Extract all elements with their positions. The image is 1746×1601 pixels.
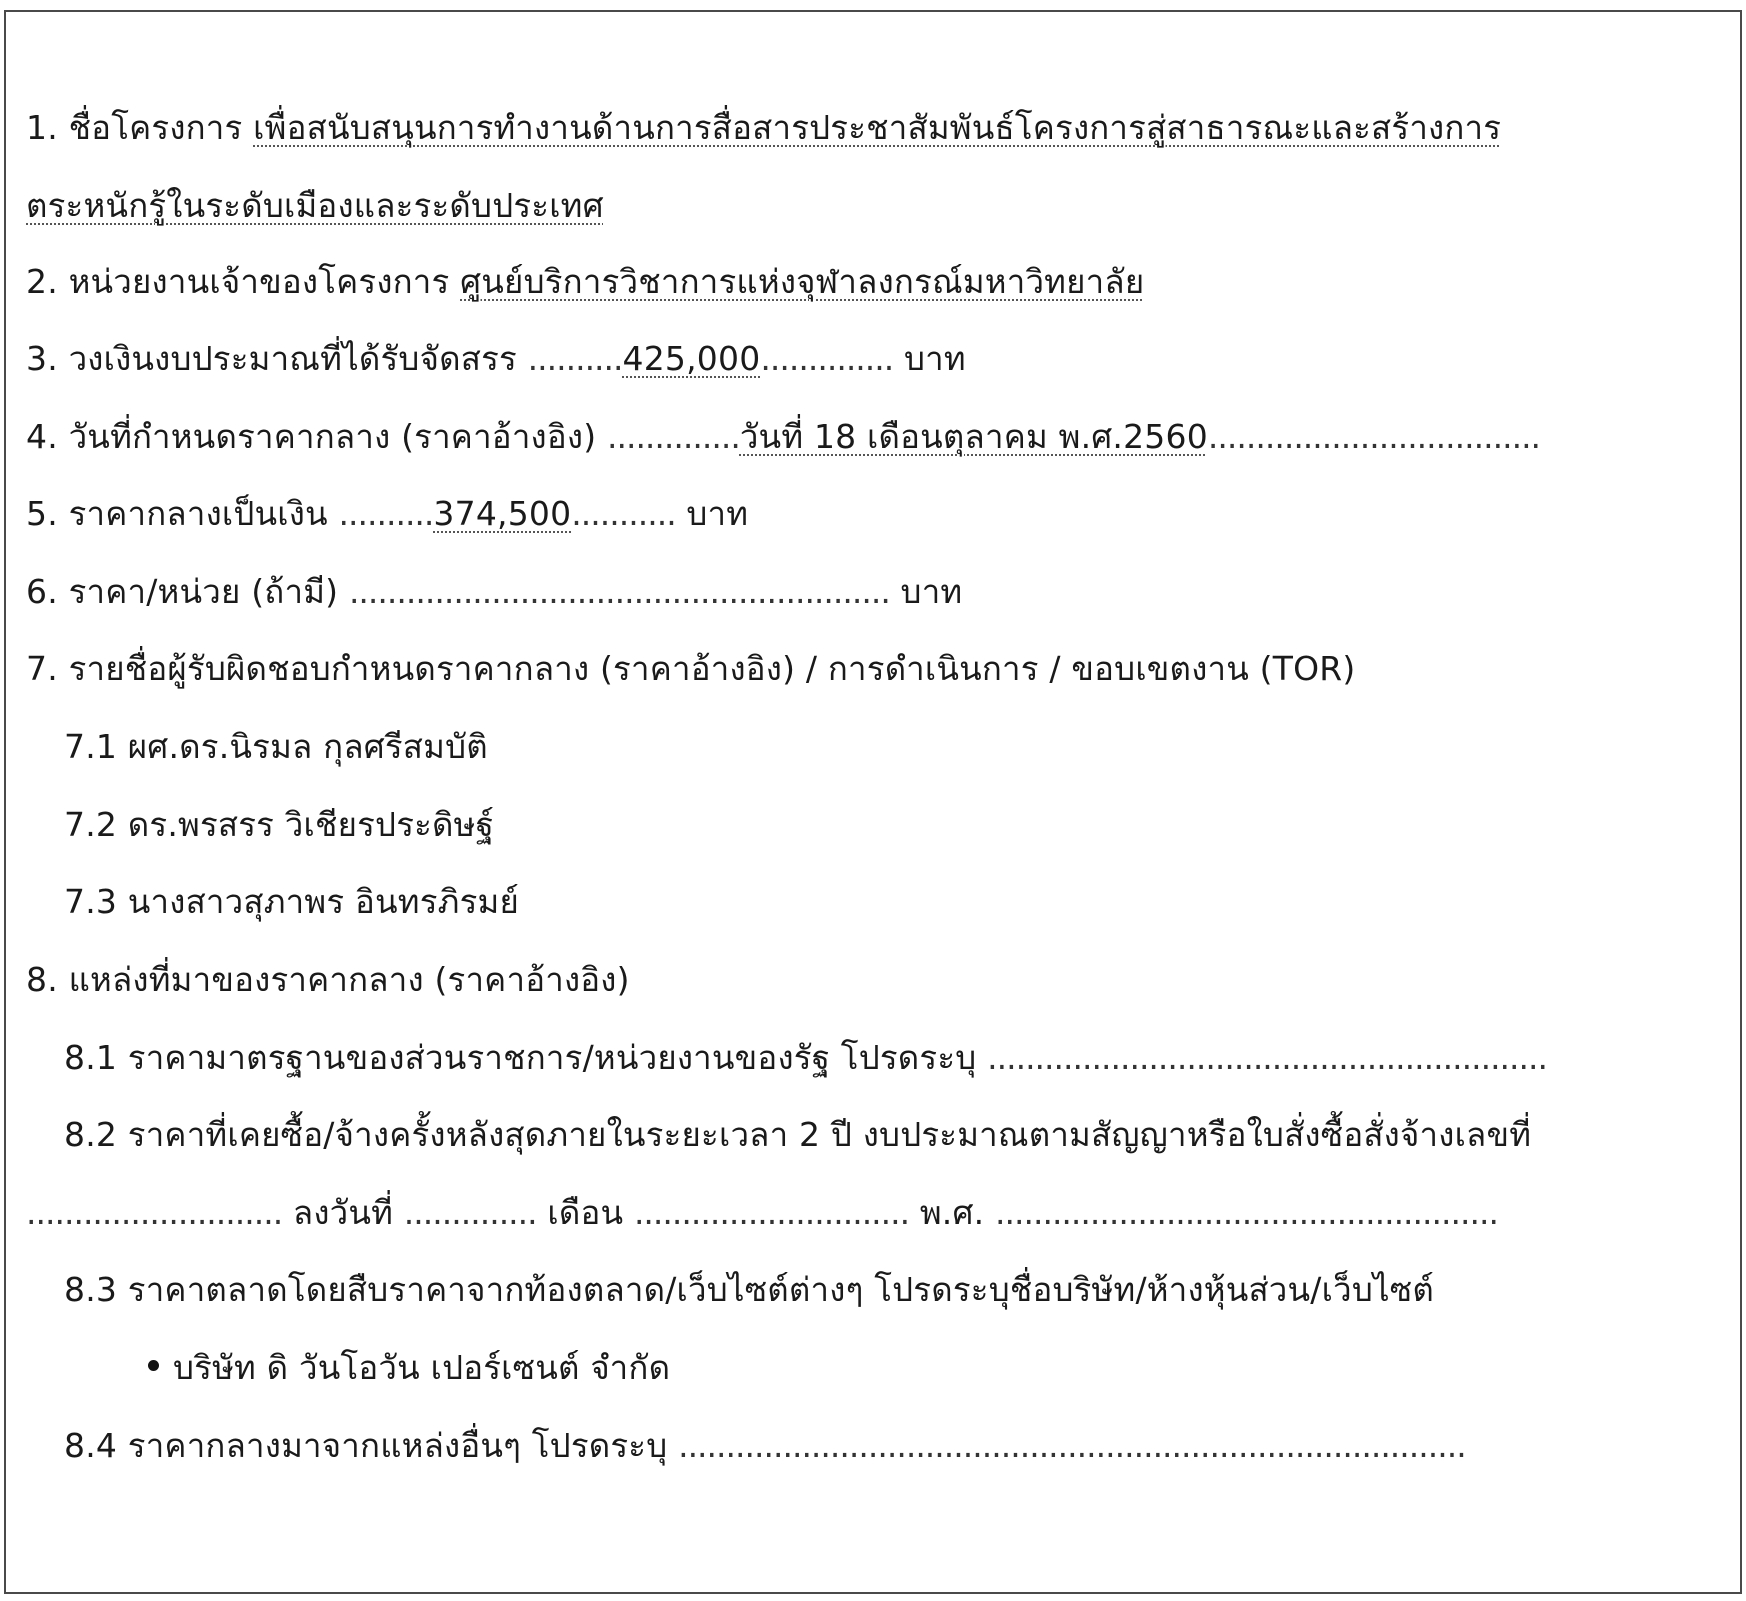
item-1-label: 1. ชื่อโครงการ — [26, 108, 254, 147]
item-1-value-cont: ตระหนักรู้ในระดับเมืองและระดับประเทศ — [26, 186, 604, 225]
item-5-value: 374,500 — [433, 494, 572, 533]
item-8-4-text: 8.4 ราคากลางมาจากแหล่งอื่นๆ โปรดระบุ — [64, 1426, 679, 1465]
item-5-median-price — [26, 492, 748, 536]
item-8-1-dots: ........................................................... — [987, 1038, 1548, 1077]
item-8-2-contract-dots: ........................... — [26, 1193, 283, 1232]
member-name: 7.3 นางสาวสุภาพร อินทรภิรมย์ — [64, 882, 519, 921]
item-2-owner-agency — [26, 260, 1144, 304]
item-8-2-month-label: เดือน — [536, 1193, 634, 1232]
item-3-unit: บาท — [893, 339, 966, 378]
item-8-1-text: 8.1 ราคามาตรฐานของส่วนราชการ/หน่วยงานของรัฐ โปรดระบุ — [64, 1038, 988, 1077]
item-5-dots-before: .......... — [338, 494, 434, 533]
member-name: 7.2 ดร.พรสรร วิเชียรประดิษฐ์ — [64, 805, 495, 844]
item-3-dots-before: .......... — [527, 339, 623, 378]
item-8-2-year-dots: ..................................................... — [995, 1193, 1498, 1232]
item-8-2-text: 8.2 ราคาที่เคยซื้อ/จ้างครั้งหลังสุดภายในระยะเวลา 2 ปี งบประมาณตามสัญญาหรือใบสั่งซื้อสั่งจ้างเลขที่ — [64, 1115, 1532, 1154]
item-4-dots-before: .............. — [606, 417, 740, 456]
item-6-dots: ......................................................... — [348, 572, 890, 611]
item-2-value: ศูนย์บริการวิชาการแห่งจุฬาลงกรณ์มหาวิทยาลัย — [460, 262, 1145, 301]
item-4-value: วันที่ 18 เดือนตุลาคม พ.ศ.2560 — [739, 417, 1208, 456]
item-4-label: 4. วันที่กำหนดราคากลาง (ราคาอ้างอิง) — [26, 417, 607, 456]
bullet-icon — [148, 1360, 159, 1371]
item-2-label: 2. หน่วยงานเจ้าของโครงการ — [26, 262, 461, 301]
item-8-2-month-dots: ............................. — [633, 1193, 910, 1232]
item-8-4 — [64, 1424, 1466, 1468]
item-8-3 — [64, 1268, 1434, 1312]
item-8-4-dots: ................................................................................... — [678, 1426, 1466, 1465]
item-1-project-name — [26, 106, 1501, 150]
item-8-label: 8. แหล่งที่มาของราคากลาง (ราคาอ้างอิง) — [26, 960, 630, 999]
item-3-dots-after: .............. — [760, 339, 894, 378]
item-8-2-year-label: พ.ศ. — [909, 1193, 995, 1232]
item-4-reference-date — [26, 415, 1540, 459]
company-name: บริษัท ดิ วันโอวัน เปอร์เซนต์ จำกัด — [173, 1348, 671, 1387]
item-7-label: 7. รายชื่อผู้รับผิดชอบกำหนดราคากลาง (ราคาอ้างอิง) / การดำเนินการ / ขอบเขตงาน (TOR) — [26, 649, 1356, 688]
item-8-2-date-dots: .............. — [403, 1193, 537, 1232]
item-5-unit: บาท — [675, 494, 749, 533]
item-8-3-text: 8.3 ราคาตลาดโดยสืบราคาจากท้องตลาด/เว็บไซต์ต่างๆ โปรดระบุชื่อบริษัท/ห้างหุ้นส่วน/เว็บไซต์ — [64, 1270, 1434, 1309]
item-8-1 — [64, 1036, 1547, 1080]
item-1-continuation — [26, 184, 604, 228]
member-name: 7.1 ผศ.ดร.นิรมล กุลศรีสมบัติ — [64, 727, 488, 766]
item-7-member — [64, 725, 488, 769]
item-3-budget — [26, 337, 966, 381]
item-8-3-company — [148, 1346, 670, 1390]
item-4-dots-after: ................................... — [1207, 417, 1541, 456]
item-5-label: 5. ราคากลางเป็นเงิน — [26, 494, 339, 533]
item-3-label: 3. วงเงินงบประมาณที่ได้รับจัดสรร — [26, 339, 528, 378]
item-8-2-date-label: ลงวันที่ — [282, 1193, 404, 1232]
item-6-label: 6. ราคา/หน่วย (ถ้ามี) — [26, 572, 349, 611]
item-7-member — [64, 803, 494, 847]
item-5-dots-after: ........... — [571, 494, 676, 533]
item-8-price-source — [26, 958, 630, 1002]
item-6-unit-price — [26, 570, 962, 614]
item-3-value: 425,000 — [622, 339, 761, 378]
item-7-responsible — [26, 647, 1356, 691]
item-8-2 — [64, 1113, 1531, 1157]
item-6-unit: บาท — [889, 572, 963, 611]
item-1-value: เพื่อสนับสนุนการทำงานด้านการสื่อสารประชาสัมพันธ์โครงการสู่สาธารณะและสร้างการ — [253, 108, 1502, 147]
item-7-member — [64, 880, 519, 924]
item-8-2-continuation — [26, 1191, 1498, 1235]
